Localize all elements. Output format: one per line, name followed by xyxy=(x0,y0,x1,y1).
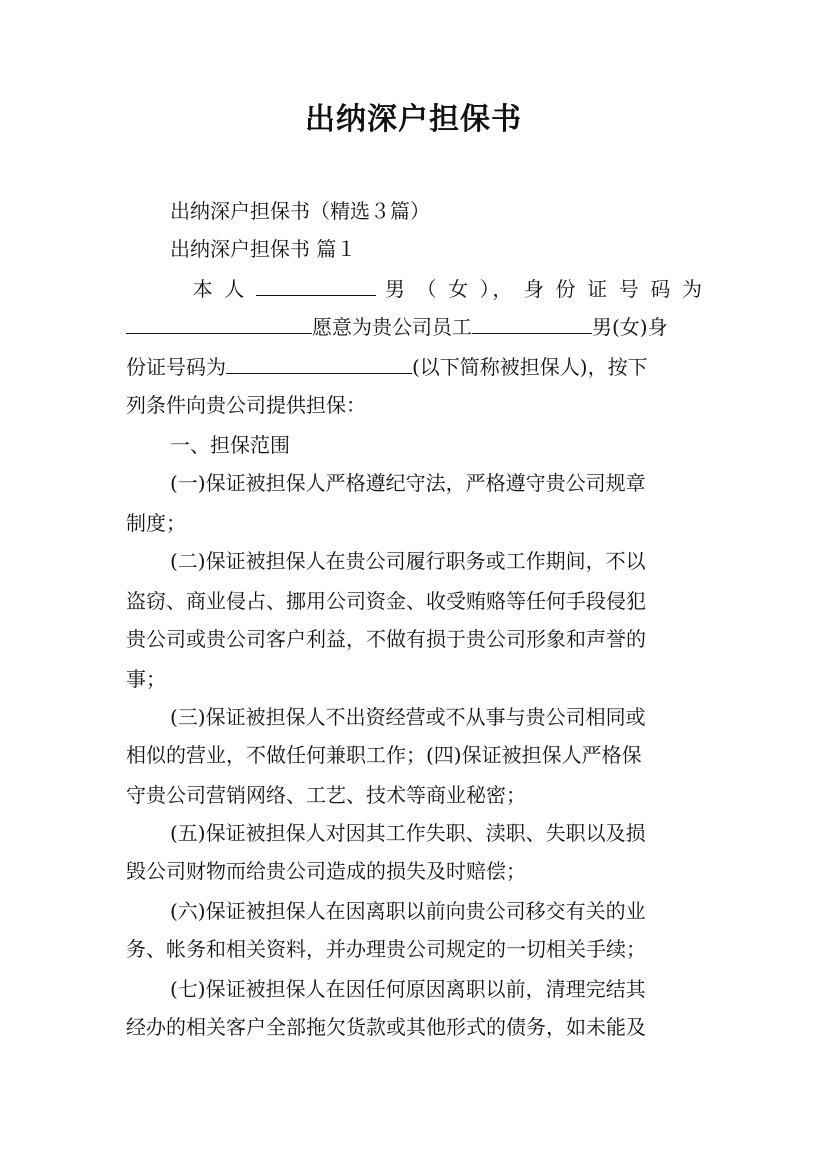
paragraph-line: (五)保证被担保人对因其工作失职、渎职、失职以及损 xyxy=(170,821,646,845)
paragraph-line: (三)保证被担保人不出资经营或不从事与贵公司相同或 xyxy=(170,705,646,729)
paragraph-line-3 xyxy=(126,352,702,382)
text-segment: 本 人 xyxy=(190,277,256,301)
paragraph-line: 事； xyxy=(126,667,166,691)
fill-blank xyxy=(226,353,412,374)
paragraph-line: 制度； xyxy=(126,511,186,535)
paragraph-line: (一)保证被担保人严格遵纪守法，严格遵守贵公司规章 xyxy=(170,471,646,495)
paragraph-line: 守贵公司营销网络、工艺、技术等商业秘密； xyxy=(126,783,526,807)
paragraph-line: (二)保证被担保人在贵公司履行职务或工作期间，不以 xyxy=(170,549,646,573)
fill-blank xyxy=(126,313,312,334)
document-title: 出纳深户担保书 xyxy=(305,102,522,137)
paragraph-line: (六)保证被担保人在因离职以前向贵公司移交有关的业 xyxy=(170,899,646,923)
text-segment: 男 （ 女 ）， 身 份 证 号 码 为 xyxy=(375,277,702,301)
section-title: 出纳深户担保书 篇１ xyxy=(170,237,357,261)
paragraph-line: 毁公司财物而给贵公司造成的损失及时赔偿； xyxy=(126,859,526,883)
paragraph-line: 经办的相关客户全部拖欠货款或其他形式的债务，如未能及 xyxy=(126,1015,646,1039)
fill-blank xyxy=(472,313,592,334)
section-heading: 一、担保范围 xyxy=(170,433,290,457)
paragraph-line: 相似的营业，不做任何兼职工作；(四)保证被担保人严格保 xyxy=(126,743,642,767)
fill-blank xyxy=(256,275,376,296)
text-segment: 愿意为贵公司员工 xyxy=(312,315,472,339)
paragraph-line: 务、帐务和相关资料，并办理贵公司规定的一切相关手续； xyxy=(126,937,646,961)
text-segment: (以下简称被担保人)，按下 xyxy=(412,355,648,379)
text-segment: 份证号码为 xyxy=(126,355,226,379)
document-subtitle: 出纳深户担保书（精选３篇） xyxy=(170,199,430,223)
paragraph-line-1 xyxy=(126,274,702,304)
paragraph-line: 盗窃、商业侵占、挪用公司资金、收受贿赂等任何手段侵犯 xyxy=(126,589,646,613)
text-segment: 男(女)身 xyxy=(592,315,668,339)
paragraph-line-4: 列条件向贵公司提供担保： xyxy=(126,393,366,417)
paragraph-line: (七)保证被担保人在因任何原因离职以前，清理完结其 xyxy=(170,977,646,1001)
paragraph-line-2 xyxy=(126,312,702,342)
paragraph-line: 贵公司或贵公司客户利益，不做有损于贵公司形象和声誉的 xyxy=(126,627,646,651)
